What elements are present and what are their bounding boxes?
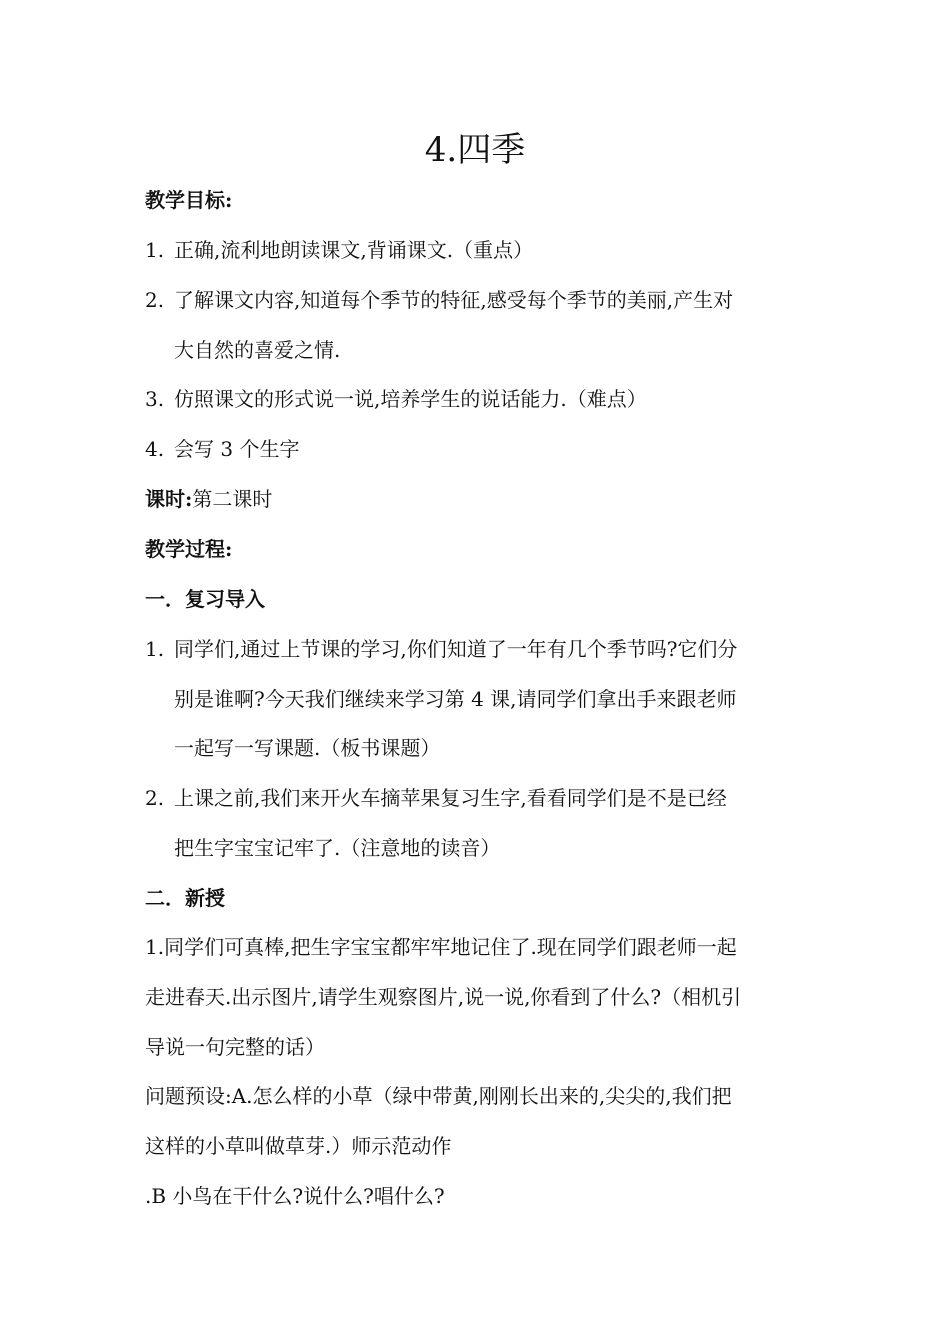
goal-item-3 [145, 385, 815, 413]
document-title: 4.四季 [424, 130, 526, 170]
goal-number: 3. [145, 387, 165, 411]
item-text-continued: 别是谁啊?今天我们继续来学习第 4 课,请同学们拿出手来跟老师 [174, 687, 737, 711]
section2-heading: 二．新授 [145, 886, 225, 910]
section2-paragraph-line: 导说一句完整的话） [145, 1035, 325, 1059]
goal-text: 了解课文内容,知道每个季节的特征,感受每个季节的美丽,产生对 [174, 288, 734, 312]
item-number: 1. [145, 637, 165, 661]
goal-number: 2. [145, 288, 165, 312]
goal-text: 会写 3 个生字 [174, 437, 300, 461]
period-value: 第二课时 [192, 487, 273, 511]
preset-line: 这样的小草叫做草芽.）师示范动作 [145, 1134, 452, 1158]
item-text-continued: 一起写一写课题.（板书课题） [174, 736, 441, 760]
item-text: 同学们,通过上节课的学习,你们知道了一年有几个季节吗?它们分 [174, 637, 738, 661]
section2-paragraph-line: 1.同学们可真棒,把生字宝宝都牢牢地记住了.现在同学们跟老师一起 [145, 935, 737, 959]
section1-item-2 [145, 784, 815, 812]
period-label: 课时: [145, 487, 193, 511]
item-text: 上课之前,我们来开火车摘苹果复习生字,看看同学们是不是已经 [174, 786, 727, 810]
preset-line: 问题预设:A.怎么样的小草（绿中带黄,刚刚长出来的,尖尖的,我们把 [145, 1084, 732, 1108]
goal-text: 正确,流利地朗读课文,背诵课文.（重点） [174, 238, 534, 262]
item-number: 2. [145, 786, 165, 810]
goal-number: 1. [145, 238, 165, 262]
period-line [145, 485, 815, 513]
section2-paragraph-line: 走进春天.出示图片,请学生观察图片,说一说,你看到了什么?（相机引 [145, 985, 742, 1009]
process-heading: 教学过程: [145, 537, 233, 561]
goal-text-continued: 大自然的喜爱之情. [174, 338, 341, 362]
goals-heading: 教学目标: [145, 188, 233, 212]
section1-item-1 [145, 635, 815, 663]
goal-text: 仿照课文的形式说一说,培养学生的说话能力.（难点） [174, 387, 647, 411]
goal-number: 4. [145, 437, 165, 461]
goal-item-1 [145, 236, 815, 264]
section1-heading: 一．复习导入 [145, 587, 265, 611]
question-b-line: .B 小鸟在干什么?说什么?唱什么? [145, 1184, 445, 1208]
goal-item-2 [145, 286, 815, 314]
item-text-continued: 把生字宝宝记牢了.（注意地的读音） [174, 836, 501, 860]
goal-item-4 [145, 435, 815, 463]
